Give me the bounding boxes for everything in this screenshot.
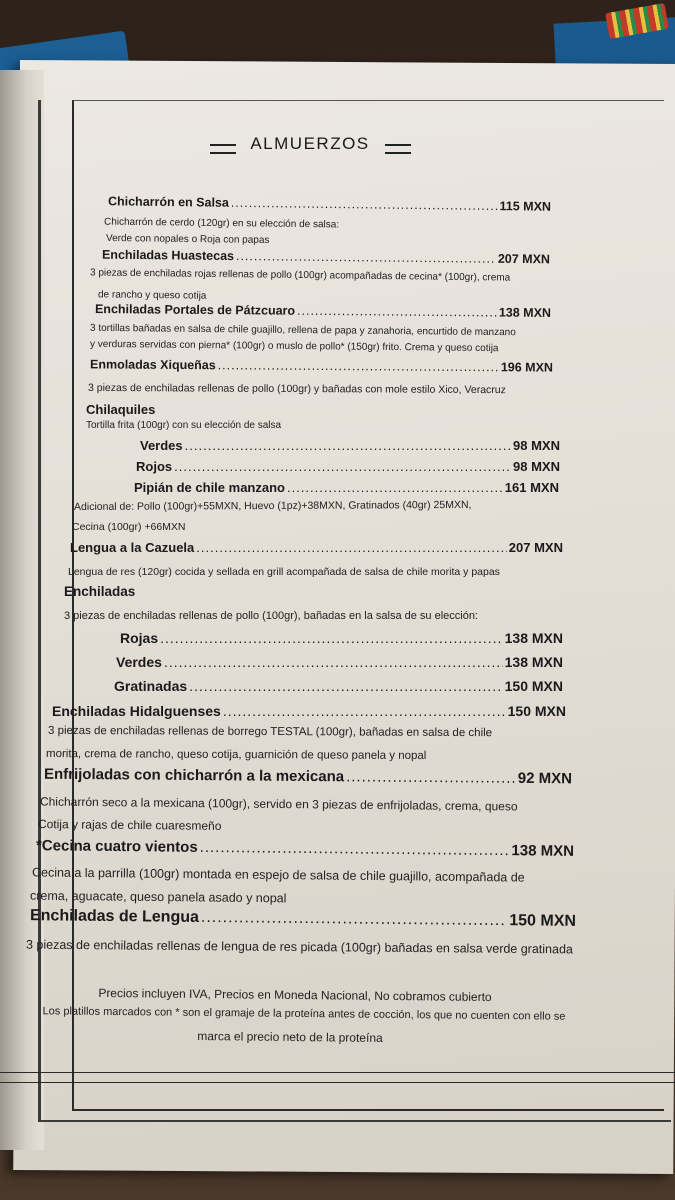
leader-dots (174, 459, 511, 474)
item-price: 138 MXN (511, 842, 575, 860)
item-name: Enchiladas Huastecas (101, 247, 235, 264)
item-name: Enchiladas Hidalguenses (52, 703, 221, 719)
leader-dots (297, 304, 497, 320)
item-description: Verde con nopales o Roja con papas (105, 233, 270, 246)
item-price: 150 MXN (504, 678, 563, 694)
item-price: 115 MXN (499, 199, 552, 214)
leader-dots (231, 196, 498, 213)
leader-dots (185, 438, 511, 453)
item-name: Rojos (136, 459, 173, 474)
item-description: Chicharrón seco a la mexicana (100gr), servido en 3 piezas de enfrijoladas, crema, queso (39, 794, 518, 814)
item-price: 138 MXN (504, 630, 563, 646)
item-description: Adicional de: Pollo (100gr)+55MXN, Huevo (1pz)+38MXN, Gratinados (40gr) 25MXN, (73, 498, 472, 514)
leader-dots (189, 678, 503, 694)
item-name: *Cecina cuatro vientos (35, 837, 198, 856)
menu-item (86, 402, 155, 417)
item-description: morita, crema de rancho, queso cotija, guarnición de queso panela y nopal (45, 748, 427, 762)
item-name: Rojas (120, 630, 159, 646)
menu-item (134, 480, 559, 495)
menu-item (116, 654, 563, 670)
menu-item (64, 584, 135, 599)
item-description: de rancho y queso cotija (97, 289, 207, 302)
item-description: Cotija y rajas de chile cuaresmeño (37, 817, 222, 833)
menu-item (90, 357, 553, 374)
menu-item (140, 438, 560, 453)
item-name: Chilaquiles (86, 402, 156, 417)
leader-dots (287, 480, 503, 495)
leader-dots (200, 839, 510, 859)
item-description: y verduras servidas con pierna* (100gr) o muslo de pollo* (150gr) frito. Crema y queso cotija (89, 338, 499, 355)
item-description: 3 tortillas bañadas en salsa de chile guajillo, rellena de papa y zanahoria, encurtido de manzano (89, 322, 516, 339)
menu-item (36, 837, 574, 860)
leader-dots (201, 909, 508, 930)
item-price: 92 MXN (517, 769, 573, 788)
footer-note: marca el precio neto de la proteína (197, 1029, 383, 1045)
menu-item (70, 540, 563, 555)
item-price: 138 MXN (498, 305, 552, 320)
item-price: 150 MXN (507, 703, 566, 719)
leader-dots (160, 630, 503, 646)
item-price: 138 MXN (504, 654, 563, 670)
item-price: 207 MXN (508, 540, 563, 555)
menu-item (136, 459, 560, 474)
item-description: Lengua de res (120gr) cocida y sellada en grill acompañada de salsa de chile morita y papas (68, 566, 500, 578)
leader-dots (196, 540, 507, 555)
item-name: Enchiladas (64, 584, 136, 599)
item-description: 3 piezas de enchiladas rellenas de borrego TESTAL (100gr), bañadas en salsa de chile (47, 724, 493, 740)
item-description: 3 piezas de enchiladas rojas rellenas de pollo (100gr) acompañadas de cecina* (100gr), crema (89, 267, 511, 284)
footer-note: Precios incluyen IVA, Precios en Moneda Nacional, No cobramos cubierto (98, 985, 492, 1005)
item-description: Chicharrón de cerdo (120gr) en su elección de salsa: (103, 216, 340, 231)
item-price: 207 MXN (497, 251, 551, 267)
menu-item (95, 302, 551, 320)
menu-item (30, 907, 576, 931)
item-price: 98 MXN (513, 459, 560, 474)
item-description: 3 piezas de enchiladas rellenas de lengua de res picada (100gr) bañadas en salsa verde gratinada (25, 937, 573, 957)
menu-item (102, 248, 550, 267)
item-description: Tortilla frita (100gr) con su elección de salsa (86, 420, 282, 431)
item-price: 150 MXN (509, 912, 577, 930)
menu-item (120, 630, 563, 646)
item-name: Enmoladas Xiqueñas (89, 357, 216, 373)
item-description: crema, aguacate, queso panela asado y nopal (29, 888, 287, 906)
item-description: Cecina (100gr) +66MXN (72, 521, 186, 533)
item-name: Chicharrón en Salsa (107, 194, 229, 210)
item-name: Lengua a la Cazuela (70, 540, 195, 555)
item-name: Enchiladas de Lengua (29, 907, 200, 926)
footer-note: Los platillos marcados con * son el gramaje de la proteína antes de cocción, los que no cuenten con ello se (42, 1005, 566, 1023)
item-name: Verdes (140, 438, 183, 453)
menu-item (44, 766, 572, 788)
item-name: Pipián de chile manzano (134, 480, 285, 495)
menu-section-title: ALMUERZOS (250, 134, 370, 153)
leader-dots (236, 249, 496, 266)
leader-dots (346, 768, 516, 786)
item-price: 196 MXN (500, 360, 554, 375)
menu-item (52, 703, 566, 719)
item-name: Enchiladas Portales de Pátzcuaro (94, 302, 296, 318)
menu-item (108, 194, 551, 213)
leader-dots (218, 358, 499, 374)
leader-dots (223, 703, 506, 719)
menu-item (114, 678, 563, 694)
item-description: 3 piezas de enchiladas rellenas de pollo (100gr) y bañadas con mole estilo Xico, Veracruz (87, 381, 506, 397)
item-price: 98 MXN (513, 438, 560, 453)
item-name: Verdes (116, 654, 162, 670)
leader-dots (164, 654, 503, 670)
item-name: Gratinadas (114, 678, 188, 694)
item-name: Enfrijoladas con chicharrón a la mexicana (43, 765, 345, 786)
item-price: 161 MXN (504, 480, 559, 495)
item-description: 3 piezas de enchiladas rellenas de pollo (100gr), bañadas en la salsa de su elección: (64, 610, 478, 622)
item-description: Cecina a la parrilla (100gr) montada en espejo de salsa de chile guajillo, acompañada de (31, 865, 525, 885)
